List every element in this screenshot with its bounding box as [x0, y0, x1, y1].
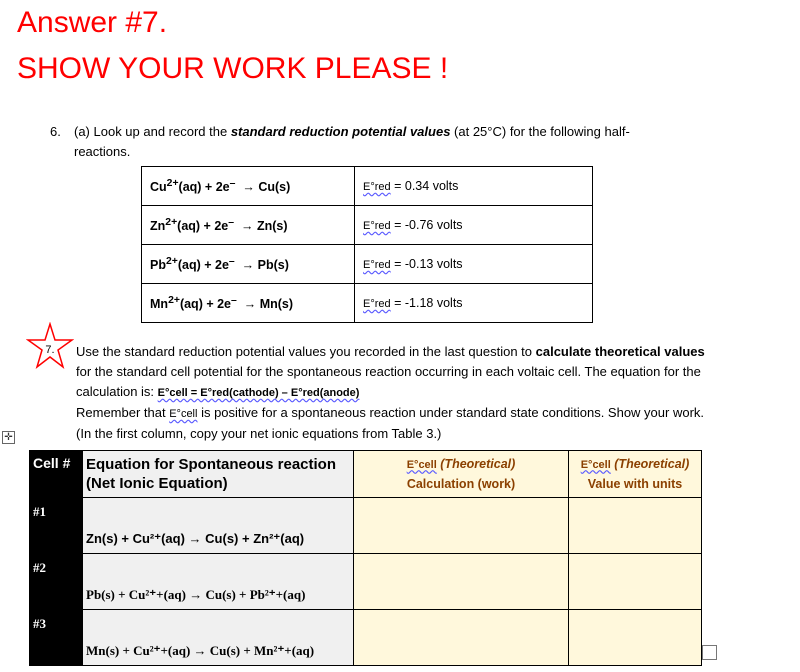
- table-row: [142, 167, 593, 206]
- table-row: [142, 245, 593, 284]
- half-reaction: $Zn^{2+}(aq) + 2e^- \to Zn(s)$: [142, 206, 355, 245]
- half-reaction: $Pb^{2+}(aq) + 2e^- \to Pb(s)$: [142, 245, 355, 284]
- col-header-cell: Cell #: [30, 451, 83, 498]
- value-input[interactable]: [569, 498, 702, 554]
- table-row: [30, 610, 702, 666]
- cell-number: #2: [30, 554, 83, 610]
- cell-potential-formula: E°cell = E°red(cathode) – E°red(anode): [157, 387, 360, 399]
- q6-text-bold: standard reduction potential values: [230, 124, 451, 139]
- half-reaction-table: [141, 166, 593, 323]
- answer-label: Answer #7.: [17, 6, 168, 39]
- net-ionic-equation[interactable]: Mn(s) + Cu²⁺+(aq) → Cu(s) + Mn²⁺+(aq): [83, 610, 354, 666]
- q7-text: Use the standard reduction potential values you recorded in the last question to: [76, 344, 536, 359]
- reduction-potential-field[interactable]: E°red = -0.76 volts: [355, 206, 593, 245]
- star-number: 7.: [45, 344, 55, 356]
- cell-potential-table: [29, 450, 702, 666]
- q6-text-line2: reactions.: [74, 144, 131, 159]
- star-icon: [26, 322, 74, 370]
- cell-number: #1: [30, 498, 83, 554]
- reduction-potential-field[interactable]: E°red = -0.13 volts: [355, 245, 593, 284]
- table-row: [30, 554, 702, 610]
- q7-text: is positive for a spontaneous reaction under standard state conditions. Show your work. (In the first column, copy your net ionic equations from Table 3.): [76, 405, 705, 441]
- net-ionic-equation[interactable]: Pb(s) + Cu²⁺+(aq) → Cu(s) + Pb²⁺+(aq): [83, 554, 354, 610]
- question-7: [76, 342, 716, 444]
- reduction-potential-field[interactable]: E°red = 0.34 volts: [355, 167, 593, 206]
- table-row: [142, 284, 593, 323]
- reduction-potential-field[interactable]: E°red = -1.18 volts: [355, 284, 593, 323]
- ecell-term: E°cell: [169, 408, 198, 420]
- table-header-row: [30, 451, 702, 498]
- q7-text: for the standard cell potential for the spontaneous reaction occurring in each voltaic cell. The equation for the calculation is:: [76, 364, 701, 399]
- half-reaction: $Mn^{2+}(aq) + 2e^- \to Mn(s)$: [142, 284, 355, 323]
- question-number: 6.: [50, 124, 61, 139]
- calculation-input[interactable]: [354, 498, 569, 554]
- question-6: [50, 122, 690, 162]
- table-row: [142, 206, 593, 245]
- net-ionic-equation[interactable]: Zn(s) + Cu²⁺(aq) → Cu(s) + Zn²⁺(aq): [83, 498, 354, 554]
- q6-text-post: (at 25°C) for the following half-: [450, 124, 630, 139]
- col-header-calculation: E°cell (Theoretical) Calculation (work): [354, 451, 569, 498]
- calculation-input[interactable]: [354, 554, 569, 610]
- table-resize-handle-icon[interactable]: [702, 645, 717, 660]
- table-move-handle-icon[interactable]: ✛: [2, 431, 15, 444]
- value-input[interactable]: [569, 554, 702, 610]
- show-work-heading: SHOW YOUR WORK PLEASE !: [17, 52, 449, 85]
- cell-number: #3: [30, 610, 83, 666]
- half-reaction: $Cu^{2+}(aq) + 2e^- \to Cu(s)$: [142, 167, 355, 206]
- q7-text: Remember that: [76, 405, 170, 420]
- q7-bold: calculate: [535, 344, 592, 359]
- col-header-value: E°cell (Theoretical) Value with units: [569, 451, 702, 498]
- q7-bold: theoretical values: [594, 344, 705, 359]
- calculation-input[interactable]: [354, 610, 569, 666]
- col-header-equation: Equation for Spontaneous reaction (Net Ionic Equation): [83, 451, 354, 498]
- table-row: [30, 498, 702, 554]
- q6-text-pre: (a) Look up and record the: [74, 124, 231, 139]
- value-input[interactable]: [569, 610, 702, 666]
